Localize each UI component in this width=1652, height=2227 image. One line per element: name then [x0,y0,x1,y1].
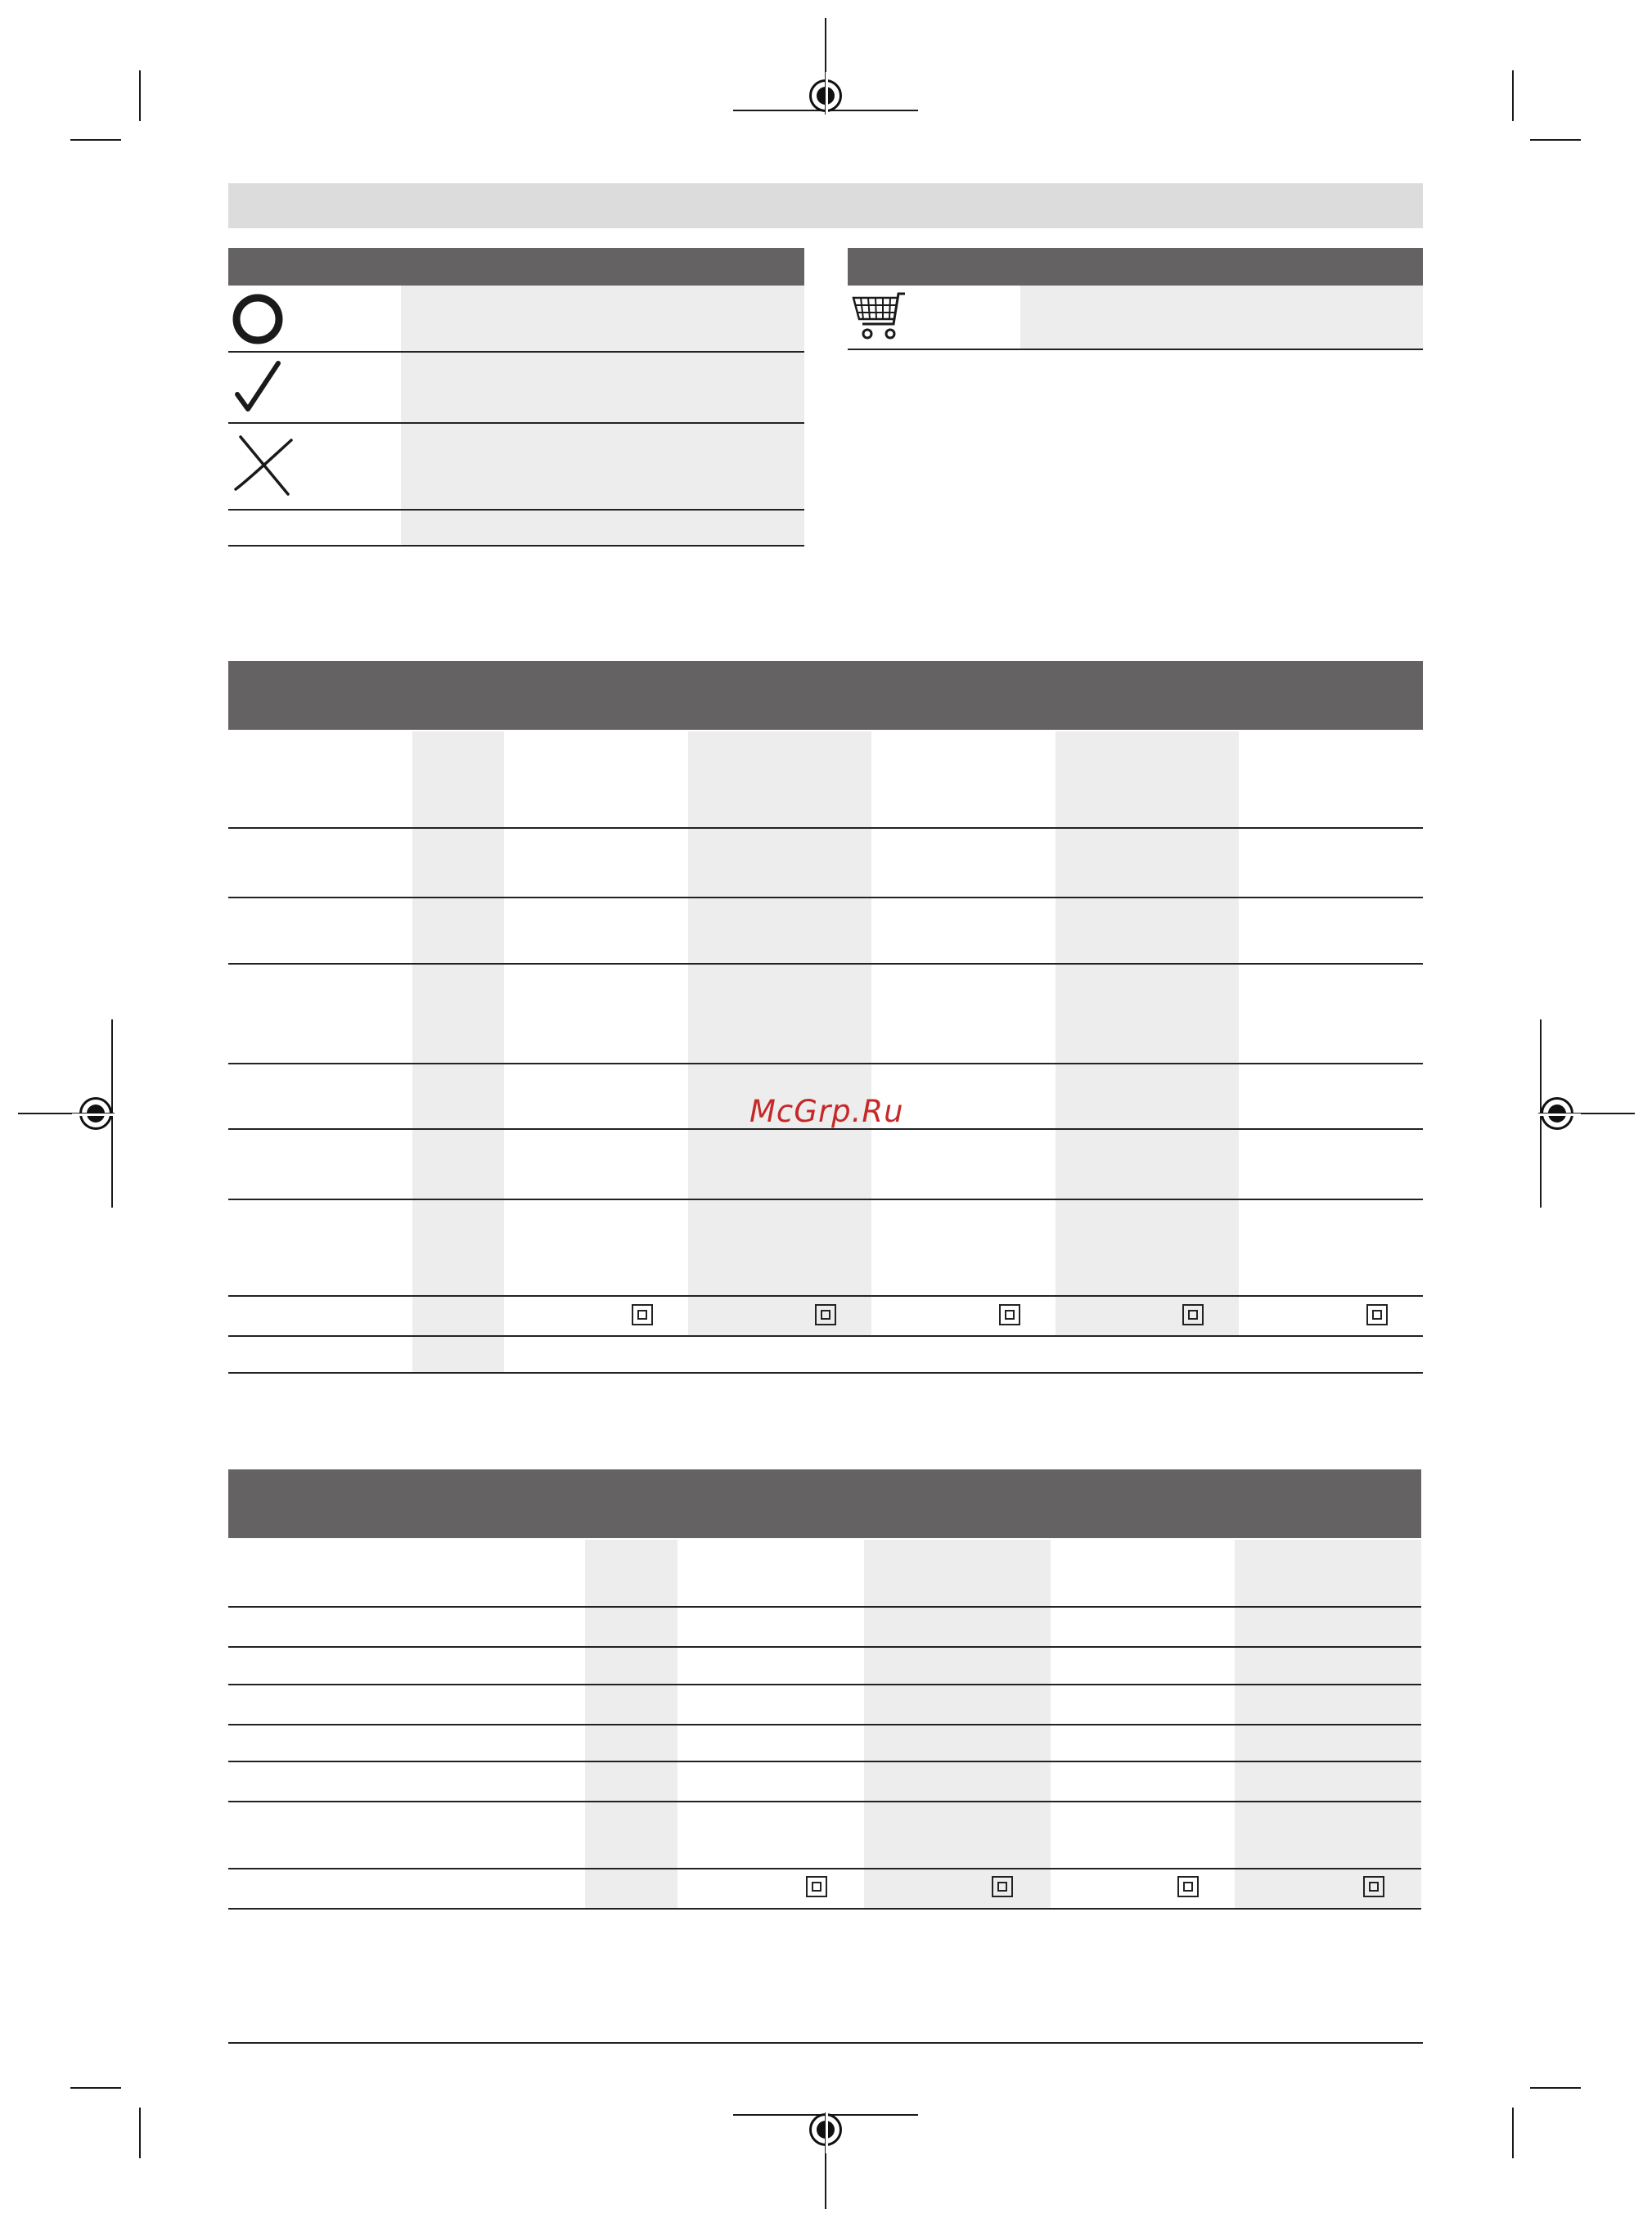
double-square-icon [1363,1876,1384,1897]
registration-mark-left [79,1097,112,1130]
footer-rule [228,2042,1423,2044]
table-1-header [228,661,1423,730]
double-square-icon [999,1304,1020,1325]
double-square-icon [992,1876,1013,1897]
double-square-icon [1182,1304,1204,1325]
cross-icon [231,432,296,499]
page-title-band [228,183,1423,228]
table-2-header [228,1469,1421,1538]
double-square-icon [806,1876,827,1897]
double-square-icon [632,1304,653,1325]
registration-mark-right [1541,1097,1573,1130]
double-square-icon [1177,1876,1199,1897]
shopping-cart-icon [851,291,910,344]
registration-mark-top [809,79,842,112]
check-icon [231,358,288,416]
watermark-text: McGrp.Ru [749,1094,904,1129]
registration-mark-bottom [809,2113,842,2146]
circle-icon [231,290,288,348]
double-square-icon [815,1304,836,1325]
double-square-icon [1366,1304,1388,1325]
